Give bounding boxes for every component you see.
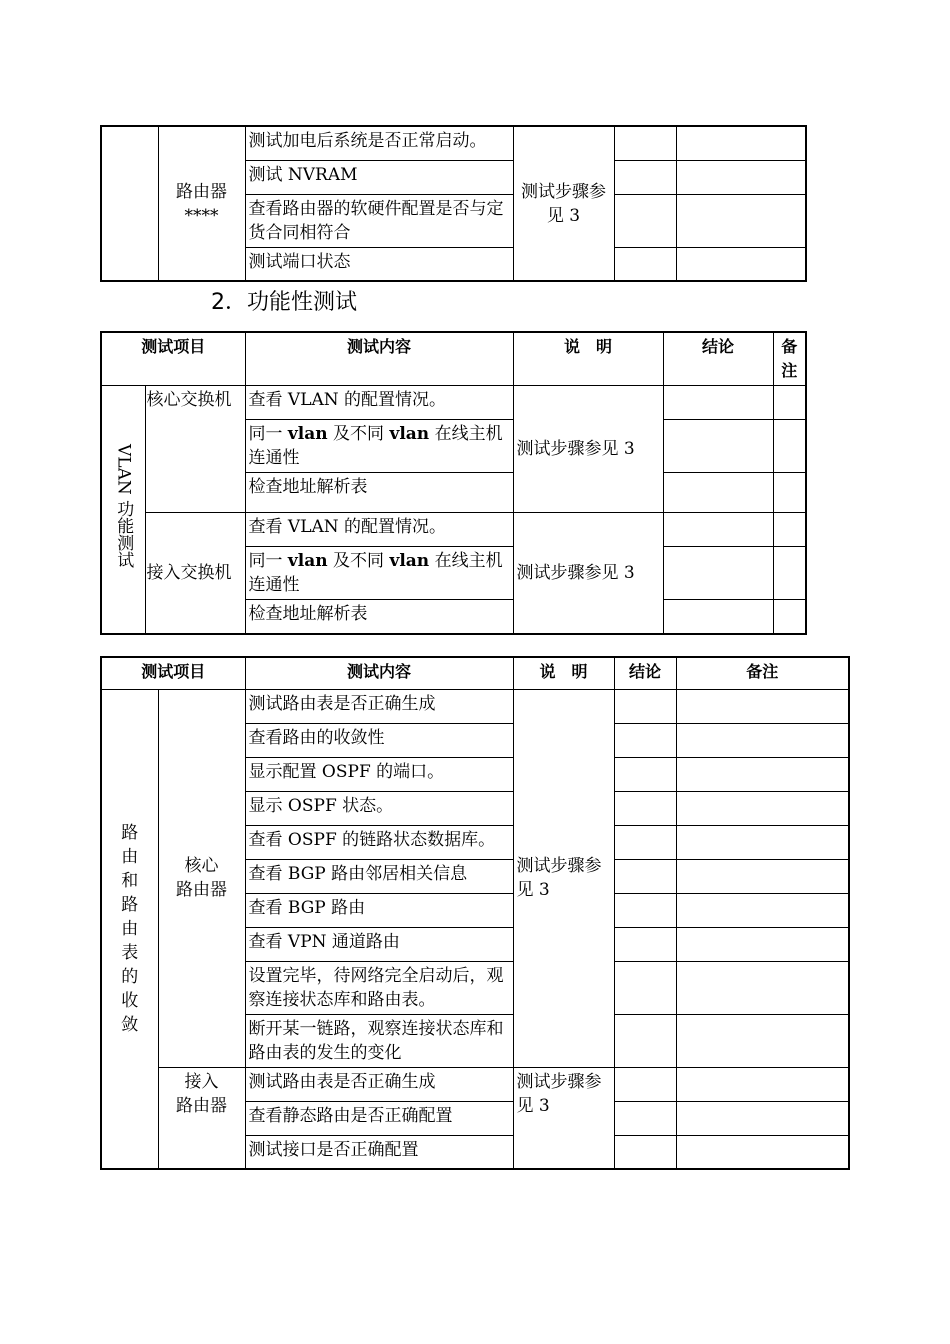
table-row: 查看路由器的软硬件配置是否与定货合同相符合 [245, 194, 513, 247]
table-row: 查看路由的收敛性 [245, 723, 513, 757]
access-switch-cell: 接入交换机 [145, 513, 245, 634]
table-row: 同一 vlan 及不同 vlan 在线主机连通性 [245, 547, 513, 600]
core-switch-cell: 核心交换机 [145, 386, 245, 513]
table-row: 同一 vlan 及不同 vlan 在线主机连通性 [245, 420, 513, 473]
section-heading: 2．功能性测试 [211, 290, 357, 315]
header-result: 结论 [663, 332, 773, 386]
note-cell: 测试步骤参见 3 [513, 513, 663, 634]
note-cell: 测试步骤参见 3 [513, 1067, 614, 1169]
result-cell[interactable] [614, 1014, 676, 1067]
core-router-label-1: 核心 [184, 856, 219, 876]
result-cell[interactable] [614, 893, 676, 927]
remark-cell[interactable] [676, 689, 849, 723]
result-cell[interactable] [614, 961, 676, 1014]
header-item: 测试项目 [101, 332, 245, 386]
table-row: 查看 VLAN 的配置情况。 [245, 513, 513, 547]
router-cell [158, 126, 245, 281]
result-cell[interactable] [663, 386, 773, 420]
result-cell[interactable] [614, 927, 676, 961]
remark-cell[interactable] [676, 1014, 849, 1067]
table-row: 查看 VLAN 的配置情况。 [245, 386, 513, 420]
result-cell[interactable] [614, 126, 676, 160]
remark-cell[interactable] [676, 927, 849, 961]
result-cell[interactable] [614, 757, 676, 791]
header-desc: 说 明 [513, 332, 663, 386]
vlan-test-table [100, 331, 807, 635]
remark-cell[interactable] [676, 859, 849, 893]
table-row: 显示配置 OSPF 的端口。 [245, 757, 513, 791]
remark-cell[interactable] [676, 160, 806, 194]
header-remark: 备注 [676, 657, 849, 689]
remark-cell[interactable] [676, 893, 849, 927]
table-row: 查看 BGP 路由 [245, 893, 513, 927]
result-cell[interactable] [663, 420, 773, 473]
result-cell[interactable] [614, 160, 676, 194]
remark-cell[interactable] [676, 126, 806, 160]
result-cell[interactable] [663, 547, 773, 600]
header-result: 结论 [614, 657, 676, 689]
result-cell[interactable] [663, 600, 773, 634]
remark-cell[interactable] [773, 386, 806, 420]
table-row: 测试路由表是否正确生成 [245, 689, 513, 723]
result-cell[interactable] [614, 1101, 676, 1135]
table-row: 测试 NVRAM [245, 160, 513, 194]
remark-cell[interactable] [773, 513, 806, 547]
remark-cell[interactable] [676, 1101, 849, 1135]
result-cell[interactable] [614, 1067, 676, 1101]
note-cell: 测试步骤参见 3 [513, 126, 614, 281]
note-cell: 测试步骤参见 3 [513, 689, 614, 1067]
vlan-group-label: VLAN 功能测试 [113, 443, 134, 568]
routing-test-table [100, 656, 850, 1170]
table-row: 断开某一链路，观察连接状态库和路由表的发生的变化 [245, 1014, 513, 1067]
table-row: 检查地址解析表 [245, 473, 513, 513]
remark-cell[interactable] [676, 1067, 849, 1101]
result-cell[interactable] [663, 513, 773, 547]
remark-cell[interactable] [676, 961, 849, 1014]
remark-cell[interactable] [676, 247, 806, 281]
vlan-group-cell [101, 386, 145, 634]
result-cell[interactable] [614, 859, 676, 893]
result-cell[interactable] [614, 689, 676, 723]
table-row: 测试路由表是否正确生成 [245, 1067, 513, 1101]
remark-cell[interactable] [773, 420, 806, 473]
note-cell: 测试步骤参见 3 [513, 386, 663, 513]
result-cell[interactable] [614, 247, 676, 281]
access-router-label-2: 路由器 [176, 1095, 227, 1116]
routing-group-label: 路由和路由表的收敛 [121, 822, 139, 1035]
result-cell[interactable] [663, 473, 773, 513]
table-row: 查看 OSPF 的链路状态数据库。 [245, 825, 513, 859]
table-row: 测试接口是否正确配置 [245, 1135, 513, 1169]
router-label: 路由器 [176, 181, 227, 202]
remark-cell[interactable] [676, 825, 849, 859]
remark-cell[interactable] [676, 791, 849, 825]
remark-cell[interactable] [773, 547, 806, 600]
core-router-cell [158, 689, 245, 1067]
header-remark: 备注 [773, 332, 806, 386]
result-cell[interactable] [614, 1135, 676, 1169]
remark-cell[interactable] [676, 757, 849, 791]
router-model: **** [184, 205, 219, 226]
header-content: 测试内容 [245, 657, 513, 689]
remark-cell[interactable] [773, 473, 806, 513]
header-item: 测试项目 [101, 657, 245, 689]
access-router-label-1: 接入 [184, 1071, 219, 1092]
remark-cell[interactable] [773, 600, 806, 634]
header-content: 测试内容 [245, 332, 513, 386]
table-row: 测试端口状态 [245, 247, 513, 281]
result-cell[interactable] [614, 791, 676, 825]
table-row: 检查地址解析表 [245, 600, 513, 634]
routing-group-cell [101, 689, 158, 1169]
access-router-cell [158, 1067, 245, 1169]
table-row: 查看静态路由是否正确配置 [245, 1101, 513, 1135]
result-cell[interactable] [614, 194, 676, 247]
remark-cell[interactable] [676, 1135, 849, 1169]
core-router-label-2: 路由器 [176, 880, 227, 900]
blank-category-cell [101, 126, 158, 281]
table-row: 查看 BGP 路由邻居相关信息 [245, 859, 513, 893]
remark-cell[interactable] [676, 723, 849, 757]
remark-cell[interactable] [676, 194, 806, 247]
result-cell[interactable] [614, 825, 676, 859]
header-desc: 说 明 [513, 657, 614, 689]
table-row: 设置完毕，待网络完全启动后，观察连接状态库和路由表。 [245, 961, 513, 1014]
table-row: 测试加电后系统是否正常启动。 [245, 126, 513, 160]
router-hardware-table [100, 125, 807, 282]
table-row: 显示 OSPF 状态。 [245, 791, 513, 825]
table-row: 查看 VPN 通道路由 [245, 927, 513, 961]
result-cell[interactable] [614, 723, 676, 757]
